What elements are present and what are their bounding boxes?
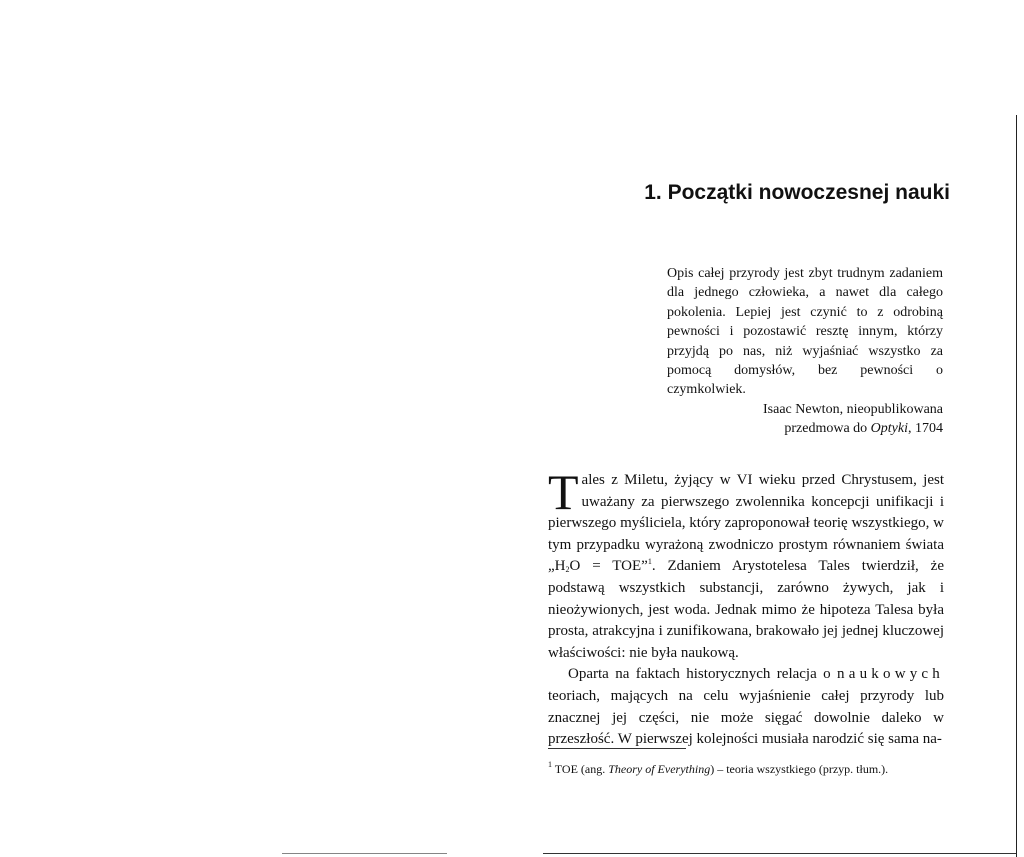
paragraph-2-part-b: teoriach, mających na celu wyjaśnienie całej przyrody lub znacznej jej części, nie może sięgać dowolnie daleko w przeszłość. W pierwszej kolejności musiała narodzić się sama na-	[548, 687, 944, 748]
paragraph-2	[548, 664, 944, 750]
paragraph-1-part-a: ales z Miletu, żyjący w VI wieku przed Chrystusem, jest uważany za pierwszego zwolennika koncepcji unifikacji i pierwszego myśliciela, który zaproponował teorię wszystkiego, w tym przypadku wyrażoną zwodniczo prostym równaniem świata „H	[548, 472, 944, 575]
attribution-prefix: przedmowa do	[784, 421, 871, 437]
chapter-title: 1. Początki nowoczesnej nauki	[644, 181, 950, 204]
subscript-2: 2	[565, 565, 570, 575]
body-text	[548, 464, 944, 751]
epigraph-attribution-line2	[667, 419, 943, 438]
footnote	[548, 762, 948, 777]
footnote-marker: 1	[548, 760, 552, 769]
epigraph-text: Opis całej przyrody jest zbyt trudnym zadaniem dla jednego człowieka, a nawet dla całego pokolenia. Lepiej jest czynić to z odrobiną pewności i pozostawić resztę innym, którzy przyjdą po nas, niż wyjaśniać wszystko za pomocą domysłów, bez pewności o czymkolwiek.	[667, 266, 943, 398]
paragraph-1	[548, 464, 944, 664]
page-edge-line	[1016, 115, 1017, 857]
epigraph-attribution-line1: Isaac Newton, nieopublikowana	[763, 401, 943, 417]
epigraph	[667, 264, 943, 439]
footnote-rule	[548, 748, 686, 749]
drop-cap: T	[548, 464, 579, 520]
footnote-italic-term: Theory of Everything	[608, 762, 711, 776]
footnote-text-a: TOE (ang.	[552, 762, 609, 776]
spaced-emphasis: naukowych	[837, 666, 944, 683]
paragraph-1-part-c: . Zdaniem Arystotelesa Tales twierdził, że podstawą wszystkich substancji, zarówno żywych, jak i nieożywionych, jest woda. Jednak mimo że hipoteza Talesa była prosta, atrakcyjna i zunifikowana, brakowało jej jednej kluczowej właściwości: nie była naukową.	[548, 558, 944, 661]
attribution-year: , 1704	[908, 421, 943, 437]
footnote-text-b: ) – teoria wszystkiego (przyp. tłum.).	[710, 762, 889, 776]
footnote-reference: 1	[647, 557, 652, 567]
attribution-work-title: Optyki	[870, 421, 908, 437]
paragraph-2-part-a: Oparta na faktach historycznych relacja o	[568, 666, 838, 683]
paragraph-1-part-b: O = TOE”	[569, 558, 648, 575]
bottom-edge-line-right	[543, 853, 1016, 854]
bottom-edge-line-left	[282, 853, 447, 854]
